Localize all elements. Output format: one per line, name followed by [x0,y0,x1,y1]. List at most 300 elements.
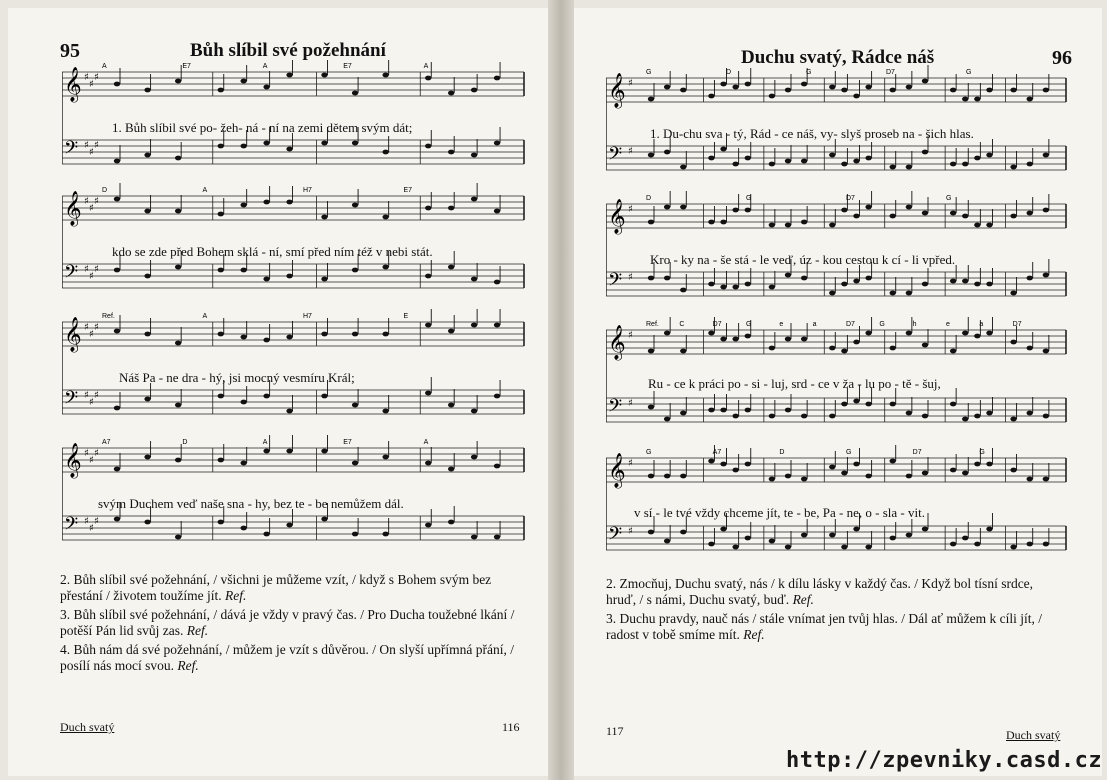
right-lyric-3: Ru - ce k práci po - si - luj, srd - ce v ža - lu po - tě - šuj, [648,376,941,391]
bass-clef-icon: 𝄢 [64,388,79,413]
note-head [890,346,896,351]
note-head [144,153,150,158]
note-head [218,458,224,463]
sharp-icon: ♯ [628,204,633,215]
note-head [732,85,738,90]
note-head [1010,214,1016,219]
note-head [720,82,726,87]
note-head [648,405,654,410]
bass-clef-icon: 𝄢 [608,144,623,169]
note-head [680,205,686,210]
note-head [745,82,751,87]
note-head [732,162,738,167]
note-head [801,159,807,164]
note-head [829,153,835,158]
note-head [425,144,431,149]
note-head [680,349,686,354]
note-head [1010,291,1016,296]
verse-2-right: 2. Zmocňuj, Duchu svatý, nás / k dílu lásky v každý čas. / Když bol tísní srdce, hruď, / s námi, Duchu svatý, buď. Ref. [606,576,1034,607]
right-lyric-4: v sí - le tvé vždy chceme jít, te - be, Pa - ne, o - sla - vit. [634,505,925,520]
note-head [745,282,751,287]
note-head [471,88,477,93]
chord-symbol: E7 [343,63,352,70]
note-head [175,341,181,346]
sharp-icon: ♯ [628,330,633,341]
note-head [745,156,751,161]
note-head [1027,477,1033,482]
note-head [906,165,912,170]
note-head [865,85,871,90]
note-head [732,208,738,213]
note-head [732,545,738,550]
chord-symbol: A [423,63,429,70]
note-head [1043,414,1049,419]
note-head [785,273,791,278]
sharp-icon: ♯ [94,264,99,275]
note-head [352,461,358,466]
sharp-icon: ♯ [89,397,94,408]
note-head [286,147,292,152]
note-head [922,414,928,419]
note-head [950,402,956,407]
note-head [240,461,246,466]
chord-symbol: D7 [1012,321,1022,328]
note-head [321,277,327,282]
note-head [382,332,388,337]
note-head [352,332,358,337]
note-head [494,76,500,81]
chord-symbol: E7 [343,439,352,446]
sharp-icon: ♯ [89,203,94,214]
note-head [890,536,896,541]
note-head [708,282,714,287]
note-head [974,414,980,419]
note-head [218,144,224,149]
note-head [708,542,714,547]
note-head [648,349,654,354]
chord-symbol: G [746,321,752,328]
chord-symbol: Ref. [646,321,659,328]
chord-symbol: E7 [182,63,191,70]
note-head [425,323,431,328]
note-head [720,462,726,467]
note-head [829,533,835,538]
note-head [785,474,791,479]
note-head [114,406,120,411]
note-head [114,517,120,522]
right-verses [606,576,1064,646]
note-head [841,162,847,167]
note-head [841,282,847,287]
sharp-icon: ♯ [94,196,99,207]
note-head [974,223,980,228]
chord-symbol: A [423,439,429,446]
note-head [321,449,327,454]
note-head [263,141,269,146]
chord-symbol: D7 [846,321,855,328]
note-head [175,79,181,84]
note-head [263,277,269,282]
note-head [801,414,807,419]
chord-symbol: E7 [403,187,413,194]
chord-symbol: H7 [303,187,312,194]
note-head [352,203,358,208]
sharp-icon: ♯ [94,390,99,401]
footer-page-left: 116 [502,720,520,734]
note-head [922,211,928,216]
note-head [732,285,738,290]
footer-section-right: Duch svatý [1006,728,1061,742]
note-head [664,474,670,479]
verse-4-left: 4. Bůh nám dá své požehnání, / můžem je vzít s důvěrou. / On slyší upřímná přání, / posílí nás mocí svou. Ref. [60,642,515,673]
chord-symbol: A7 [712,449,722,456]
chord-symbol: D [726,69,732,76]
note-head [448,329,454,334]
sharp-icon: ♯ [84,390,89,401]
note-head [1010,340,1016,345]
note-head [801,82,807,87]
note-head [769,162,775,167]
note-head [906,85,912,90]
note-head [1027,211,1033,216]
note-head [263,85,269,90]
sharp-icon: ♯ [628,458,633,469]
note-head [829,223,835,228]
chord-symbol: A [262,439,268,446]
note-head [448,403,454,408]
note-head [648,153,654,158]
bass-clef-icon: 𝄢 [608,524,623,549]
left-lyric-2: kdo se zde před Bohem sklá - ní, smí před ním též v nebi stát. [112,244,433,259]
note-head [1043,208,1049,213]
note-head [664,205,670,210]
note-head [286,274,292,279]
note-head [114,268,120,273]
sharp-icon: ♯ [94,516,99,527]
left-lyric-3: Náš Pa - ne dra - hý, jsi mocný vesmíru Král; [119,370,355,385]
sharp-icon: ♯ [84,196,89,207]
note-head [986,153,992,158]
chord-symbol: G [806,69,812,76]
note-head [471,535,477,540]
note-head [950,349,956,354]
note-head [321,73,327,78]
treble-clef-icon: 𝄞 [608,453,626,488]
note-head [732,468,738,473]
note-head [263,394,269,399]
song-title-right: Duchu svatý, Rádce náš [741,47,935,68]
note-head [471,409,477,414]
note-head [890,459,896,464]
note-head [720,527,726,532]
book-spine [548,0,574,780]
sharp-icon: ♯ [628,398,633,409]
note-head [986,331,992,336]
chord-symbol: G [879,321,885,328]
note-head [321,141,327,146]
note-head [974,542,980,547]
note-head [745,208,751,213]
sharp-icon: ♯ [84,140,89,151]
note-head [906,205,912,210]
note-head [425,461,431,466]
chord-symbol: Ref. [102,313,115,320]
chord-symbol: D7 [846,195,855,202]
note-head [708,459,714,464]
note-head [865,276,871,281]
note-head [1027,411,1033,416]
note-head [890,291,896,296]
note-head [890,88,896,93]
song-number-left: 95 [60,40,80,62]
note-head [240,203,246,208]
note-head [494,323,500,328]
note-head [865,402,871,407]
treble-clef-icon: 𝄞 [64,67,82,102]
note-head [745,334,751,339]
note-head [865,545,871,550]
note-head [664,150,670,155]
right-lyric-1: 1. Du-chu sva - tý, Rád - ce náš, vy- slyš proseb na - šich hlas. [650,126,974,141]
chord-symbol: D [182,439,188,446]
note-head [1027,97,1033,102]
chord-symbol: G [946,195,952,202]
bass-clef-icon: 𝄢 [608,270,623,295]
note-head [974,97,980,102]
note-head [962,97,968,102]
chord-symbol: A [202,187,208,194]
note-head [1043,273,1049,278]
note-head [853,340,859,345]
sharp-icon: ♯ [89,329,94,340]
note-head [114,197,120,202]
note-head [425,523,431,528]
note-head [962,536,968,541]
note-head [801,533,807,538]
chord-symbol: G [646,69,652,76]
sharp-icon: ♯ [89,523,94,534]
sharp-icon: ♯ [628,272,633,283]
sharp-icon: ♯ [628,526,633,537]
song-title-left: Bůh slíbil své požehnání [190,40,386,61]
song-number-right: 96 [1052,47,1072,69]
sharp-icon: ♯ [94,322,99,333]
note-head [950,279,956,284]
note-head [240,79,246,84]
note-head [218,88,224,93]
note-head [175,458,181,463]
note-head [785,545,791,550]
note-head [1010,545,1016,550]
note-head [1027,346,1033,351]
chord-symbol: G [646,449,652,456]
note-head [175,265,181,270]
note-head [1027,162,1033,167]
note-head [974,156,980,161]
note-head [263,338,269,343]
verse-3-right: 3. Duchu pravdy, nauč nás / stále vnímat jen tvůj hlas. / Dál ať můžem k cíli jít, / radost v tobě smíme mít. Ref. [606,611,1043,642]
note-head [708,156,714,161]
note-head [218,394,224,399]
note-head [962,417,968,422]
note-head [922,471,928,476]
note-head [664,539,670,544]
note-head [769,477,775,482]
note-head [801,337,807,342]
note-head [382,150,388,155]
chord-symbol: e [779,321,784,328]
note-head [853,399,859,404]
note-head [801,220,807,225]
sharp-icon: ♯ [89,271,94,282]
note-head [286,335,292,340]
note-head [144,397,150,402]
chord-symbol: G [966,69,972,76]
note-head [853,159,859,164]
note-head [240,335,246,340]
note-head [494,141,500,146]
note-head [865,474,871,479]
note-head [769,414,775,419]
note-head [962,214,968,219]
chord-symbol: A [202,313,208,320]
note-head [286,73,292,78]
note-head [382,215,388,220]
note-head [986,462,992,467]
note-head [1027,276,1033,281]
note-head [144,274,150,279]
note-head [352,403,358,408]
note-head [950,211,956,216]
note-head [448,206,454,211]
note-head [382,73,388,78]
note-head [1010,417,1016,422]
note-head [494,394,500,399]
note-head [648,97,654,102]
note-head [785,337,791,342]
bass-clef-icon: 𝄢 [64,262,79,287]
note-head [986,223,992,228]
note-head [175,209,181,214]
note-head [648,276,654,281]
note-head [144,332,150,337]
note-head [785,88,791,93]
note-head [286,523,292,528]
note-head [175,535,181,540]
chord-symbol: G [746,195,752,202]
note-head [448,520,454,525]
note-head [829,291,835,296]
note-head [286,409,292,414]
note-head [144,209,150,214]
note-head [732,337,738,342]
note-head [745,408,751,413]
note-head [664,331,670,336]
sharp-icon: ♯ [89,79,94,90]
left-verses [60,572,522,677]
note-head [471,277,477,282]
left-lyric-1: 1. Bůh slíbil své po- žeh- ná - ní na zemi dětem svým dát; [112,120,413,135]
note-head [352,141,358,146]
sharp-icon: ♯ [94,72,99,83]
note-head [986,282,992,287]
note-head [448,265,454,270]
left-lyric-4: svým Duchem veď naše sna - hy, bez te - be nemůžem dál. [98,496,404,511]
note-head [708,408,714,413]
note-head [1043,542,1049,547]
treble-clef-icon: 𝄞 [64,443,82,478]
sharp-icon: ♯ [628,78,633,89]
chord-symbol: H7 [303,313,312,320]
note-head [906,474,912,479]
note-head [114,467,120,472]
note-head [218,520,224,525]
note-head [890,214,896,219]
note-head [263,449,269,454]
sharp-icon: ♯ [89,147,94,158]
note-head [680,411,686,416]
note-head [648,530,654,535]
note-head [448,150,454,155]
note-head [494,535,500,540]
note-head [114,159,120,164]
note-head [708,331,714,336]
chord-symbol: D7 [912,449,922,456]
note-head [382,532,388,537]
note-head [720,147,726,152]
note-head [841,545,847,550]
note-head [321,332,327,337]
chord-symbol: A7 [102,439,111,446]
note-head [890,165,896,170]
note-head [841,208,847,213]
note-head [829,346,835,351]
note-head [829,414,835,419]
note-head [664,417,670,422]
note-head [745,462,751,467]
note-head [263,532,269,537]
sharp-icon: ♯ [84,322,89,333]
note-head [950,88,956,93]
note-head [708,220,714,225]
note-head [471,455,477,460]
note-head [1043,153,1049,158]
note-head [986,88,992,93]
note-head [471,153,477,158]
note-head [494,280,500,285]
chord-symbol: A [102,63,107,70]
note-head [922,343,928,348]
note-head [680,88,686,93]
note-head [321,394,327,399]
note-head [906,411,912,416]
bass-clef-icon: 𝄢 [64,514,79,539]
note-head [801,477,807,482]
note-head [962,471,968,476]
footer-section-left: Duch svatý [60,720,115,734]
sharp-icon: ♯ [84,72,89,83]
note-head [144,520,150,525]
chord-symbol: G [846,449,852,456]
note-head [175,156,181,161]
chord-symbol: E [403,313,409,320]
note-head [720,285,726,290]
note-head [853,214,859,219]
note-head [962,279,968,284]
note-head [1043,349,1049,354]
chord-symbol: D7 [886,69,895,76]
note-head [922,150,928,155]
